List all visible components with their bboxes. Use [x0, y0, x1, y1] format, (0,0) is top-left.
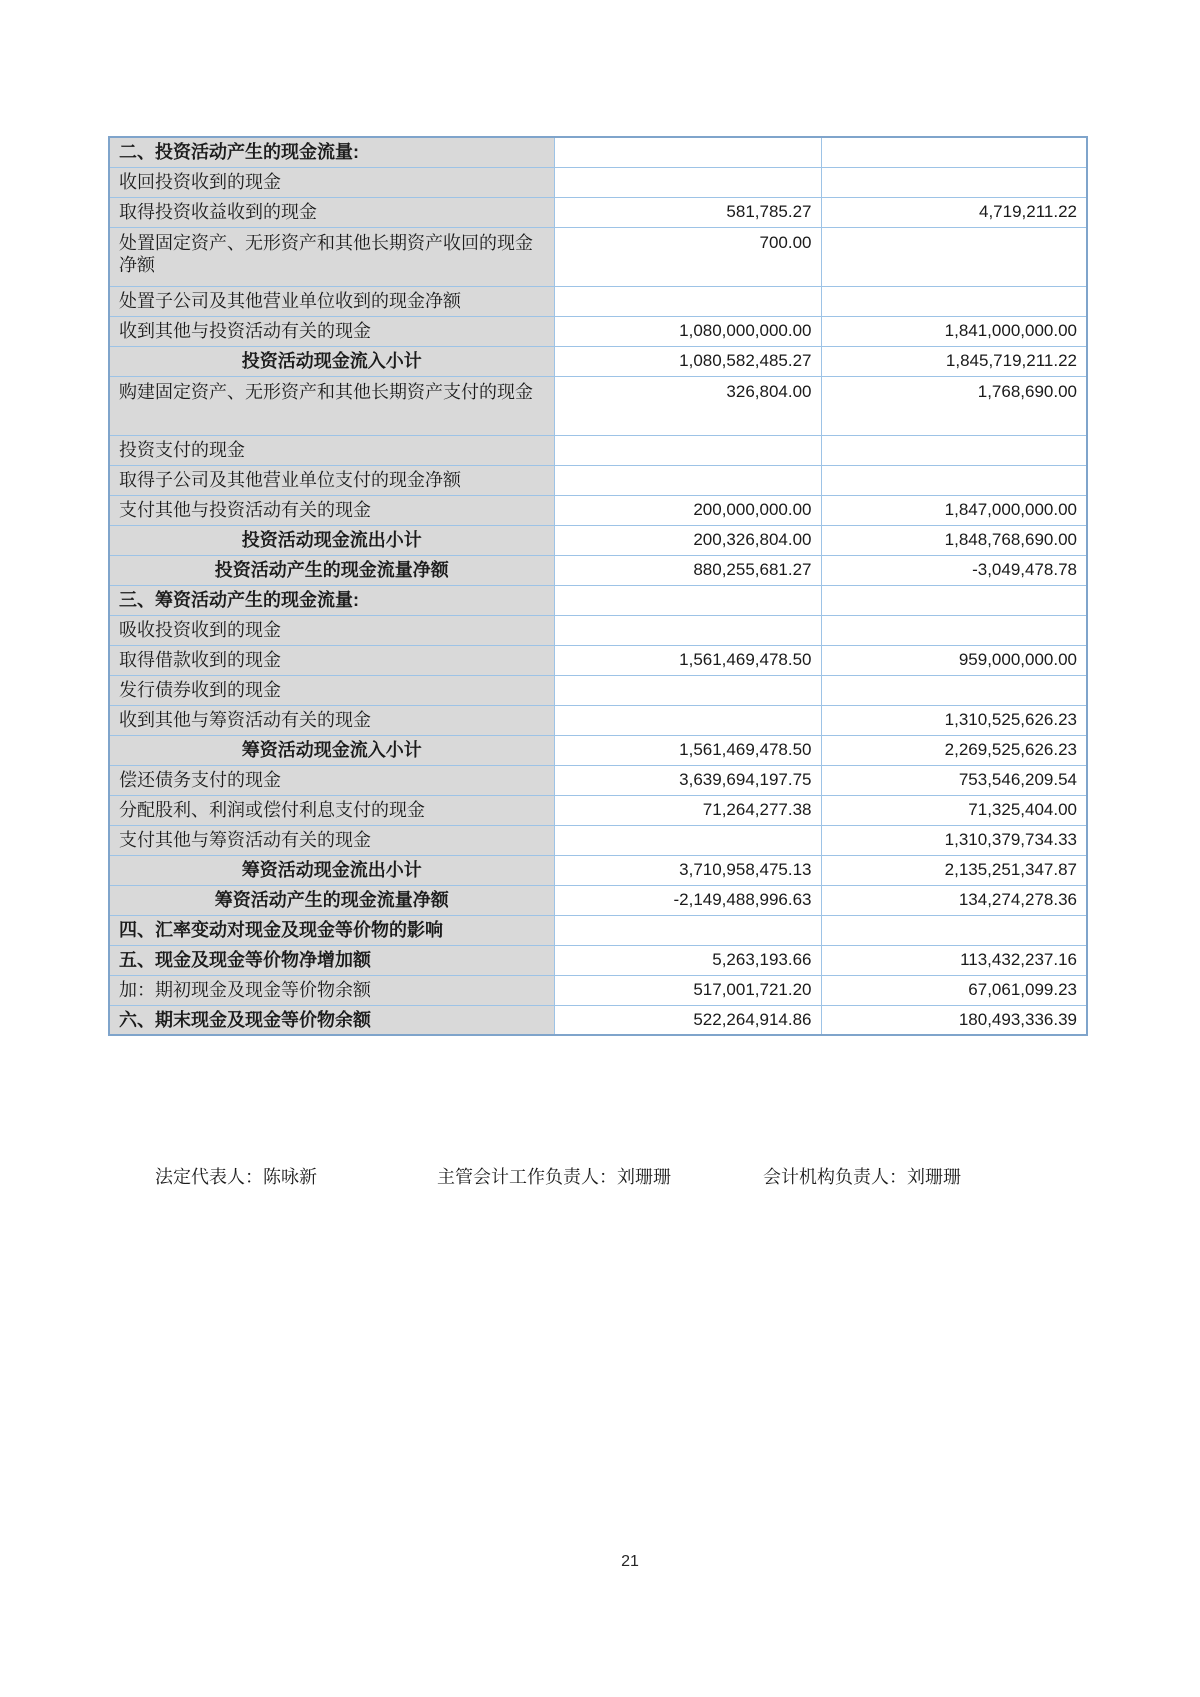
row-value-current	[554, 465, 821, 495]
row-value-previous: 4,719,211.22	[821, 197, 1087, 227]
table-row	[109, 286, 1087, 316]
row-value-previous	[821, 675, 1087, 705]
row-value-current: 200,326,804.00	[554, 525, 821, 555]
row-label: 取得借款收到的现金	[109, 645, 554, 675]
table-row	[109, 945, 1087, 975]
row-value-current: 200,000,000.00	[554, 495, 821, 525]
table-row	[109, 615, 1087, 645]
row-label: 分配股利、利润或偿付利息支付的现金	[109, 795, 554, 825]
row-value-previous	[821, 167, 1087, 197]
table-row	[109, 227, 1087, 286]
page-number: 21	[621, 1553, 639, 1570]
row-value-current	[554, 585, 821, 615]
row-value-current	[554, 286, 821, 316]
cash-flow-table	[108, 136, 1088, 1036]
table-row	[109, 495, 1087, 525]
row-value-current: 880,255,681.27	[554, 555, 821, 585]
row-label: 加：期初现金及现金等价物余额	[109, 975, 554, 1005]
table-row	[109, 197, 1087, 227]
row-value-current: 1,561,469,478.50	[554, 735, 821, 765]
row-value-previous: 1,845,719,211.22	[821, 346, 1087, 376]
table-row	[109, 167, 1087, 197]
row-label: 筹资活动现金流出小计	[109, 855, 554, 885]
row-label: 处置子公司及其他营业单位收到的现金净额	[109, 286, 554, 316]
row-value-previous: 2,269,525,626.23	[821, 735, 1087, 765]
row-value-previous	[821, 915, 1087, 945]
row-label: 吸收投资收到的现金	[109, 615, 554, 645]
row-value-current: 3,639,694,197.75	[554, 765, 821, 795]
table-row	[109, 585, 1087, 615]
row-value-previous: -3,049,478.78	[821, 555, 1087, 585]
row-label: 投资活动现金流出小计	[109, 525, 554, 555]
row-label: 四、汇率变动对现金及现金等价物的影响	[109, 915, 554, 945]
row-value-previous: 753,546,209.54	[821, 765, 1087, 795]
row-value-previous: 71,325,404.00	[821, 795, 1087, 825]
row-value-previous: 1,768,690.00	[821, 376, 1087, 435]
row-label: 二、投资活动产生的现金流量:	[109, 137, 554, 167]
row-value-previous: 1,847,000,000.00	[821, 495, 1087, 525]
row-value-previous: 113,432,237.16	[821, 945, 1087, 975]
accounting-department-head-signature: 会计机构负责人：刘珊珊	[763, 1167, 961, 1187]
legal-representative-signature: 法定代表人：陈咏新	[155, 1167, 317, 1187]
row-value-current	[554, 915, 821, 945]
table-row	[109, 1005, 1087, 1035]
row-label: 发行债券收到的现金	[109, 675, 554, 705]
table-row	[109, 555, 1087, 585]
row-label: 投资活动现金流入小计	[109, 346, 554, 376]
table-row	[109, 765, 1087, 795]
row-label: 三、筹资活动产生的现金流量:	[109, 585, 554, 615]
row-value-previous	[821, 615, 1087, 645]
row-label: 收到其他与筹资活动有关的现金	[109, 705, 554, 735]
table-row	[109, 975, 1087, 1005]
row-value-current: 1,561,469,478.50	[554, 645, 821, 675]
row-value-current	[554, 705, 821, 735]
table-row	[109, 915, 1087, 945]
row-value-current: 522,264,914.86	[554, 1005, 821, 1035]
row-value-current	[554, 615, 821, 645]
row-label: 五、现金及现金等价物净增加额	[109, 945, 554, 975]
row-label: 支付其他与投资活动有关的现金	[109, 495, 554, 525]
row-value-current: 3,710,958,475.13	[554, 855, 821, 885]
row-value-current	[554, 435, 821, 465]
row-value-current	[554, 825, 821, 855]
row-label: 筹资活动现金流入小计	[109, 735, 554, 765]
row-value-previous	[821, 137, 1087, 167]
row-label: 投资支付的现金	[109, 435, 554, 465]
table-row	[109, 735, 1087, 765]
table-row	[109, 705, 1087, 735]
row-value-previous: 1,310,525,626.23	[821, 705, 1087, 735]
row-value-previous: 67,061,099.23	[821, 975, 1087, 1005]
row-value-previous: 134,274,278.36	[821, 885, 1087, 915]
table-row	[109, 855, 1087, 885]
row-value-previous: 1,841,000,000.00	[821, 316, 1087, 346]
row-label: 处置固定资产、无形资产和其他长期资产收回的现金净额	[109, 227, 554, 286]
row-label: 收到其他与投资活动有关的现金	[109, 316, 554, 346]
table-row	[109, 825, 1087, 855]
table-row	[109, 525, 1087, 555]
row-value-current: 71,264,277.38	[554, 795, 821, 825]
row-value-current	[554, 675, 821, 705]
row-label: 购建固定资产、无形资产和其他长期资产支付的现金	[109, 376, 554, 435]
table-row	[109, 376, 1087, 435]
row-label: 支付其他与筹资活动有关的现金	[109, 825, 554, 855]
table-row	[109, 137, 1087, 167]
table-row	[109, 675, 1087, 705]
signature-line	[0, 1163, 1200, 1193]
cash-flow-table-body	[109, 137, 1087, 1035]
row-value-previous	[821, 286, 1087, 316]
row-value-current: 1,080,582,485.27	[554, 346, 821, 376]
row-value-current: 517,001,721.20	[554, 975, 821, 1005]
row-value-previous	[821, 227, 1087, 286]
table-row	[109, 645, 1087, 675]
row-label: 筹资活动产生的现金流量净额	[109, 885, 554, 915]
row-value-previous: 180,493,336.39	[821, 1005, 1087, 1035]
row-value-previous: 1,310,379,734.33	[821, 825, 1087, 855]
row-label: 收回投资收到的现金	[109, 167, 554, 197]
table-row	[109, 316, 1087, 346]
row-label: 取得子公司及其他营业单位支付的现金净额	[109, 465, 554, 495]
table-row	[109, 795, 1087, 825]
row-value-current: 581,785.27	[554, 197, 821, 227]
row-value-previous	[821, 585, 1087, 615]
row-value-previous: 2,135,251,347.87	[821, 855, 1087, 885]
table-row	[109, 885, 1087, 915]
row-value-current: 1,080,000,000.00	[554, 316, 821, 346]
row-label: 投资活动产生的现金流量净额	[109, 555, 554, 585]
row-label: 偿还债务支付的现金	[109, 765, 554, 795]
row-value-previous	[821, 435, 1087, 465]
row-value-current	[554, 137, 821, 167]
table-row	[109, 465, 1087, 495]
row-value-current: 700.00	[554, 227, 821, 286]
row-label: 取得投资收益收到的现金	[109, 197, 554, 227]
row-value-current	[554, 167, 821, 197]
row-value-current: 326,804.00	[554, 376, 821, 435]
row-value-previous: 1,848,768,690.00	[821, 525, 1087, 555]
row-value-previous	[821, 465, 1087, 495]
table-row	[109, 346, 1087, 376]
table-row	[109, 435, 1087, 465]
row-value-previous: 959,000,000.00	[821, 645, 1087, 675]
row-value-current: -2,149,488,996.63	[554, 885, 821, 915]
row-value-current: 5,263,193.66	[554, 945, 821, 975]
chief-accountant-signature: 主管会计工作负责人：刘珊珊	[437, 1167, 671, 1187]
row-label: 六、期末现金及现金等价物余额	[109, 1005, 554, 1035]
